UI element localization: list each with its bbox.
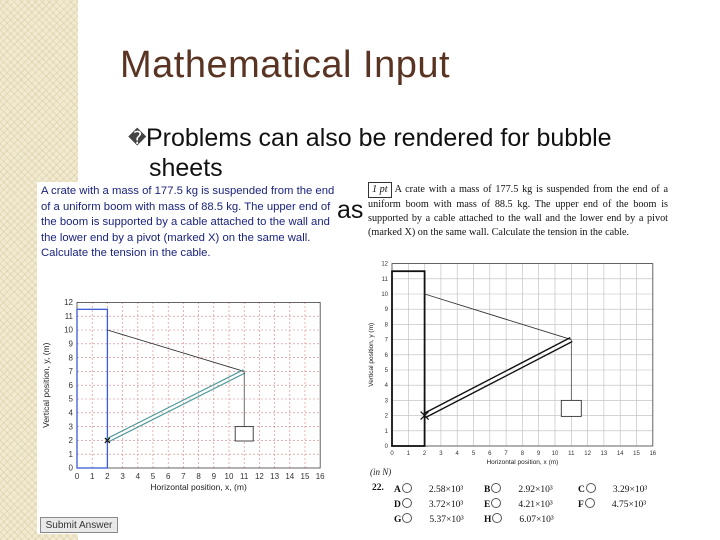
bubble-icon[interactable] (585, 498, 595, 508)
x-tick-label: 10 (224, 472, 234, 481)
answer-value: 2.58×10³ (428, 485, 464, 495)
x-tick-label: 2 (422, 451, 427, 457)
web-problem-text: A crate with a mass of 177.5 kg is suspended from the end of a uniform boom with mass of 88.5 kg. The upper end of the boom is supported by a cable attached to the wall and the lower end by a pivot (marked X) on the same wall. Calculate the tension in the cable. (41, 185, 335, 259)
x-tick-label: 9 (537, 451, 541, 457)
x-tick-label: 5 (150, 472, 156, 481)
answer-value: 4.75×10³ (611, 500, 647, 510)
x-tick-label: 15 (300, 472, 310, 481)
y-tick-label: 12 (64, 298, 73, 308)
answer-letter: G (394, 515, 402, 525)
x-tick-label: 16 (315, 472, 325, 481)
bullet-glyph-icon: � (128, 128, 147, 148)
bubble-icon[interactable] (586, 483, 596, 493)
bullet-text-partial: as (337, 196, 364, 224)
answer-letter: F (578, 500, 584, 510)
answer-letter: B (484, 485, 491, 495)
print-problem-figure (365, 252, 665, 470)
answer-option[interactable] (394, 483, 463, 495)
x-tick-label: 11 (240, 472, 249, 481)
boom-edge (426, 342, 573, 418)
x-tick-label: 7 (504, 451, 508, 457)
y-tick-label: 9 (68, 339, 73, 349)
y-tick-label: 5 (384, 368, 388, 374)
submit-answer-button[interactable]: Submit Answer (40, 517, 118, 533)
x-tick-label: 6 (488, 451, 492, 457)
x-tick-label: 7 (181, 472, 186, 481)
y-tick-label: 4 (384, 383, 388, 390)
x-tick-label: 6 (165, 472, 171, 481)
answer-row (372, 498, 672, 513)
y-tick-label: 5 (68, 394, 73, 404)
y-tick-label: 4 (68, 408, 73, 418)
answer-option[interactable] (578, 483, 647, 495)
wall (77, 309, 107, 468)
answer-letter: E (484, 500, 491, 510)
y-tick-label: 6 (68, 380, 73, 390)
y-axis-label: Vertical position, y, (m) (41, 342, 51, 428)
x-axis-label: Horizontal position, x, (m) (150, 482, 247, 492)
answer-option[interactable] (394, 513, 464, 525)
x-axis-label: Horizontal position, x (m) (486, 459, 559, 466)
x-tick-label: 5 (471, 451, 476, 457)
web-problem-figure (37, 280, 337, 516)
bubble-icon[interactable] (402, 483, 412, 493)
x-tick-label: 4 (455, 451, 459, 457)
bubble-icon[interactable] (491, 498, 501, 508)
bullet-text-line2: sheets (149, 154, 223, 182)
answer-value: 3.72×10³ (428, 500, 464, 510)
answer-value: 3.29×10³ (612, 485, 648, 495)
x-tick-label: 9 (211, 472, 217, 481)
answer-option[interactable] (484, 483, 553, 495)
print-problem-body: A crate with a mass of 177.5 kg is suspended from the end of a uniform boom with mass of 88.5 kg. The upper end of the boom is supported by a cable attached to the wall and the lower end by a pivot (marked X) on the same wall. Calculate the tension in the cable. (368, 184, 668, 238)
cable-line (107, 330, 244, 371)
x-tick-label: 10 (551, 451, 559, 457)
y-tick-label: 10 (64, 325, 73, 335)
x-tick-label: 8 (520, 451, 525, 457)
answer-letter: H (484, 515, 492, 525)
x-tick-label: 13 (270, 472, 280, 481)
answer-option[interactable] (484, 513, 554, 525)
x-tick-label: 1 (89, 472, 95, 481)
y-axis-label: Vertical position, y (m) (368, 322, 375, 387)
answer-value: 2.92×10³ (518, 485, 553, 495)
x-tick-label: 3 (120, 472, 125, 481)
answer-row (372, 483, 672, 498)
bullet-text-line1: Problems can also be rendered for bubble (146, 124, 612, 152)
y-tick-label: 8 (68, 353, 73, 363)
points-box: 1 pt (368, 182, 392, 198)
x-tick-label: 0 (74, 472, 80, 481)
answer-bubble-grid (372, 483, 672, 528)
y-tick-label: 1 (384, 428, 388, 435)
y-tick-label: 0 (384, 444, 388, 450)
x-tick-label: 11 (568, 451, 575, 457)
x-tick-label: 4 (135, 472, 141, 481)
answer-option[interactable] (394, 498, 463, 510)
y-tick-label: 8 (384, 322, 388, 329)
bubble-icon[interactable] (491, 483, 501, 493)
y-tick-label: 12 (381, 261, 388, 268)
x-tick-label: 3 (439, 451, 443, 457)
x-tick-label: 16 (649, 451, 657, 457)
bubble-icon[interactable] (492, 513, 502, 523)
answer-row (372, 513, 672, 528)
boom-edge (107, 370, 244, 439)
cable-line (425, 294, 572, 340)
y-tick-label: 3 (384, 398, 388, 405)
y-tick-label: 10 (381, 292, 388, 298)
answer-letter: D (394, 500, 401, 510)
x-tick-label: 13 (600, 451, 608, 457)
answer-value: 4.21×10³ (518, 500, 553, 510)
crate-box (235, 427, 253, 441)
x-tick-label: 0 (390, 451, 394, 457)
answer-value: 5.37×10³ (429, 515, 464, 525)
y-tick-label: 1 (68, 449, 73, 459)
y-tick-label: 11 (381, 276, 388, 283)
y-tick-label: 0 (68, 463, 73, 473)
x-tick-label: 12 (584, 451, 591, 457)
x-tick-label: 15 (633, 451, 640, 457)
x-tick-label: 1 (406, 451, 410, 457)
answer-option[interactable] (484, 498, 553, 510)
question-number: 22. (372, 483, 384, 493)
slide-title: Mathematical Input (120, 44, 451, 86)
answer-letter: A (394, 485, 401, 495)
y-tick-label: 6 (384, 352, 388, 359)
crate-box (561, 400, 581, 416)
boom-edge (424, 338, 571, 414)
answer-value: 6.07×10³ (519, 515, 554, 525)
bullet-text (128, 122, 688, 154)
print-problem-text (368, 182, 668, 240)
units-label: (in N) (370, 467, 392, 477)
bubble-icon[interactable] (402, 498, 412, 508)
x-tick-label: 14 (285, 472, 295, 481)
answer-letter: C (578, 485, 585, 495)
x-tick-label: 12 (254, 472, 264, 481)
y-tick-label: 9 (384, 307, 388, 314)
y-tick-label: 7 (384, 337, 388, 344)
x-tick-label: 2 (105, 472, 110, 481)
bubble-icon[interactable] (402, 513, 412, 523)
y-tick-label: 7 (68, 367, 73, 377)
y-tick-label: 3 (68, 422, 73, 432)
y-tick-label: 2 (68, 436, 73, 446)
x-tick-label: 8 (196, 472, 201, 481)
x-tick-label: 14 (616, 451, 624, 457)
answer-option[interactable] (578, 498, 646, 510)
y-tick-label: 2 (384, 413, 388, 420)
boom-edge (108, 373, 245, 442)
y-tick-label: 11 (64, 311, 73, 321)
